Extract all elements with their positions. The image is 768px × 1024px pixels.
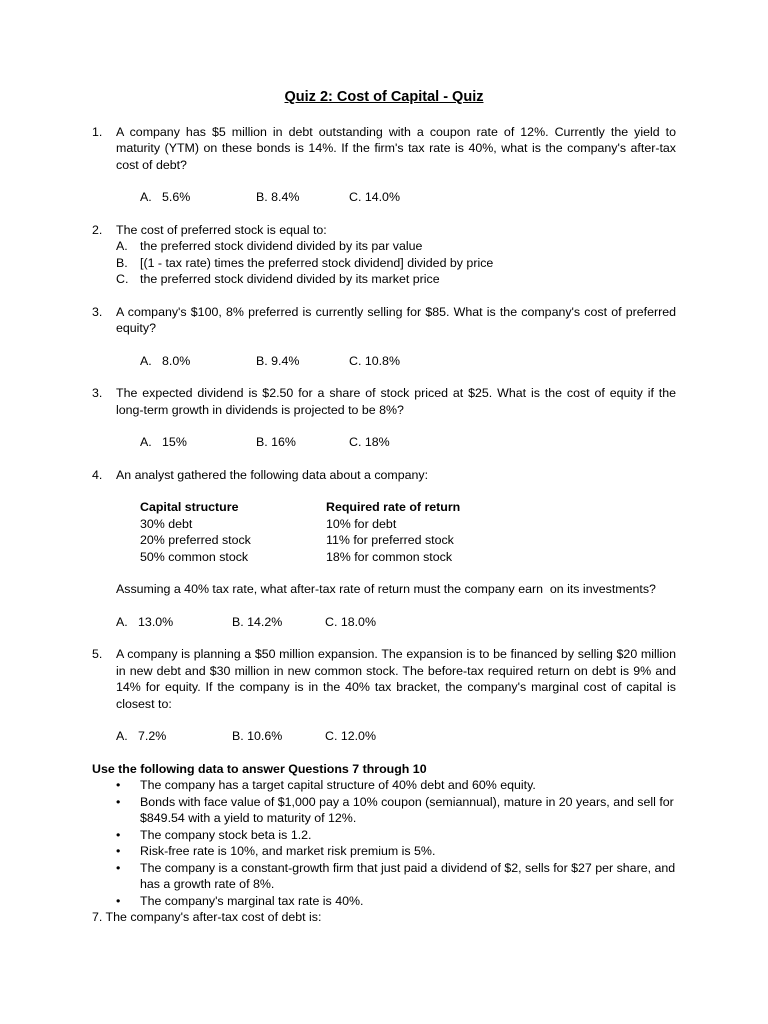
option-c: C. 14.0% xyxy=(349,190,400,204)
capital-structure-table xyxy=(140,499,460,565)
option-b: B. 16% xyxy=(256,435,296,449)
option-a: A. 7.2% xyxy=(116,729,167,743)
question-3b xyxy=(92,385,676,451)
table-row xyxy=(140,549,460,566)
question-3 xyxy=(92,304,676,370)
question-number: 3. xyxy=(92,386,103,400)
question-number: 3. xyxy=(92,304,103,319)
question-number: 4. xyxy=(92,467,103,482)
sub-option-letter: A. xyxy=(116,239,128,253)
list-item: • The company is a constant-growth firm that just paid a dividend of $2, sells for $27 per share, and has a growth rate of 8%. xyxy=(116,860,676,891)
question-number: 5. xyxy=(92,647,103,661)
table-header: Required rate of return xyxy=(326,500,461,514)
answer-options xyxy=(116,728,676,745)
table-row xyxy=(140,516,460,533)
bullet-icon: • xyxy=(116,844,121,858)
table-cell: 10% for debt xyxy=(326,516,397,531)
option-b: B. 10.6% xyxy=(232,729,283,743)
option-c: C. 18.0% xyxy=(325,614,376,629)
question-text: A company's $100, 8% preferred is currently selling for $85. What is the company's cost of preferred equity? xyxy=(116,304,676,335)
question-number: 1. xyxy=(92,124,103,139)
table-cell: 30% debt xyxy=(140,516,193,531)
bullet-icon: • xyxy=(116,893,121,908)
option-c: C. 10.8% xyxy=(349,353,400,368)
option-a: A. 13.0% xyxy=(116,614,174,629)
list-item: • Risk-free rate is 10%, and market risk premium is 5%. xyxy=(116,844,436,858)
question-text: The cost of preferred stock is equal to: xyxy=(116,222,327,237)
table-header: Capital structure xyxy=(140,500,239,514)
sub-option-letter: B. xyxy=(116,255,128,270)
list-item: • The company's marginal tax rate is 40%. xyxy=(116,893,364,908)
option-c: C. 12.0% xyxy=(325,729,376,743)
question-text: An analyst gathered the following data about a company: xyxy=(116,467,429,482)
table-cell: 20% preferred stock xyxy=(140,533,251,547)
final-question: 7. The company's after-tax cost of debt is: xyxy=(92,910,322,924)
option-a: A. 8.0% xyxy=(140,353,191,368)
sub-option-text: the preferred stock dividend divided by its market price xyxy=(140,272,440,286)
sub-option-b xyxy=(92,255,676,272)
list-item: • The company has a target capital structure of 40% debt and 60% equity. xyxy=(116,778,536,792)
table-cell: 50% common stock xyxy=(140,549,249,564)
question-4 xyxy=(92,467,676,631)
option-a: A. 15% xyxy=(140,435,187,449)
bullet-icon: • xyxy=(116,860,121,875)
sub-option-text: [(1 - tax rate) times the preferred stock dividend] divided by price xyxy=(140,255,494,270)
table-header-row xyxy=(140,499,460,516)
question-2 xyxy=(92,222,676,239)
answer-options xyxy=(116,189,676,206)
answer-options xyxy=(116,353,676,370)
answer-options xyxy=(116,614,676,631)
answer-options xyxy=(116,434,676,451)
page-title: Quiz 2: Cost of Capital - Quiz xyxy=(284,89,484,105)
data-section-heading: Use the following data to answer Questions 7 through 10 xyxy=(92,761,427,776)
sub-option-c xyxy=(92,271,676,288)
question-text: A company is planning a $50 million expansion. The expansion is to be financed by selling $20 million in new debt and $30 million in new common stock. The before-tax required return on debt is 9% and 14% for equity. If the company is in the 40% tax bracket, the company's marginal cost of capital is closest to: xyxy=(116,647,676,711)
table-row xyxy=(140,532,460,549)
table-cell: 11% for preferred stock xyxy=(326,533,454,547)
option-c: C. 18% xyxy=(349,435,390,449)
option-a: A. 5.6% xyxy=(140,190,191,204)
option-b: B. 14.2% xyxy=(232,614,283,629)
sub-option-text: the preferred stock dividend divided by its par value xyxy=(140,239,423,253)
question-text: A company has $5 million in debt outstanding with a coupon rate of 12%. Currently the yield to maturity (YTM) on these bonds is 14%. If the firm's tax rate is 40%, what is the company's after-tax cost of debt? xyxy=(116,124,676,172)
table-cell: 18% for common stock xyxy=(326,549,453,564)
sub-option-letter: C. xyxy=(116,272,129,286)
list-item: • Bonds with face value of $1,000 pay a 10% coupon (semiannual), mature in 20 years, and sell for $849.54 with a yield to maturity of 12%. xyxy=(116,794,674,825)
question-followup: Assuming a 40% tax rate, what after-tax rate of return must the company earn on its investments? xyxy=(116,582,656,596)
question-number: 2. xyxy=(92,222,103,237)
question-5 xyxy=(92,646,676,745)
bullet-icon: • xyxy=(116,794,121,809)
data-bullet-list xyxy=(92,777,676,909)
bullet-icon: • xyxy=(116,778,121,792)
list-item: • The company stock beta is 1.2. xyxy=(116,827,312,842)
question-1 xyxy=(92,124,676,206)
option-b: B. 9.4% xyxy=(256,353,300,368)
question-text: The expected dividend is $2.50 for a share of stock priced at $25. What is the cost of equity if the long-term growth in dividends is projected to be 8%? xyxy=(116,386,676,417)
sub-option-a xyxy=(92,238,676,255)
option-b: B. 8.4% xyxy=(256,190,300,204)
bullet-icon: • xyxy=(116,827,121,842)
